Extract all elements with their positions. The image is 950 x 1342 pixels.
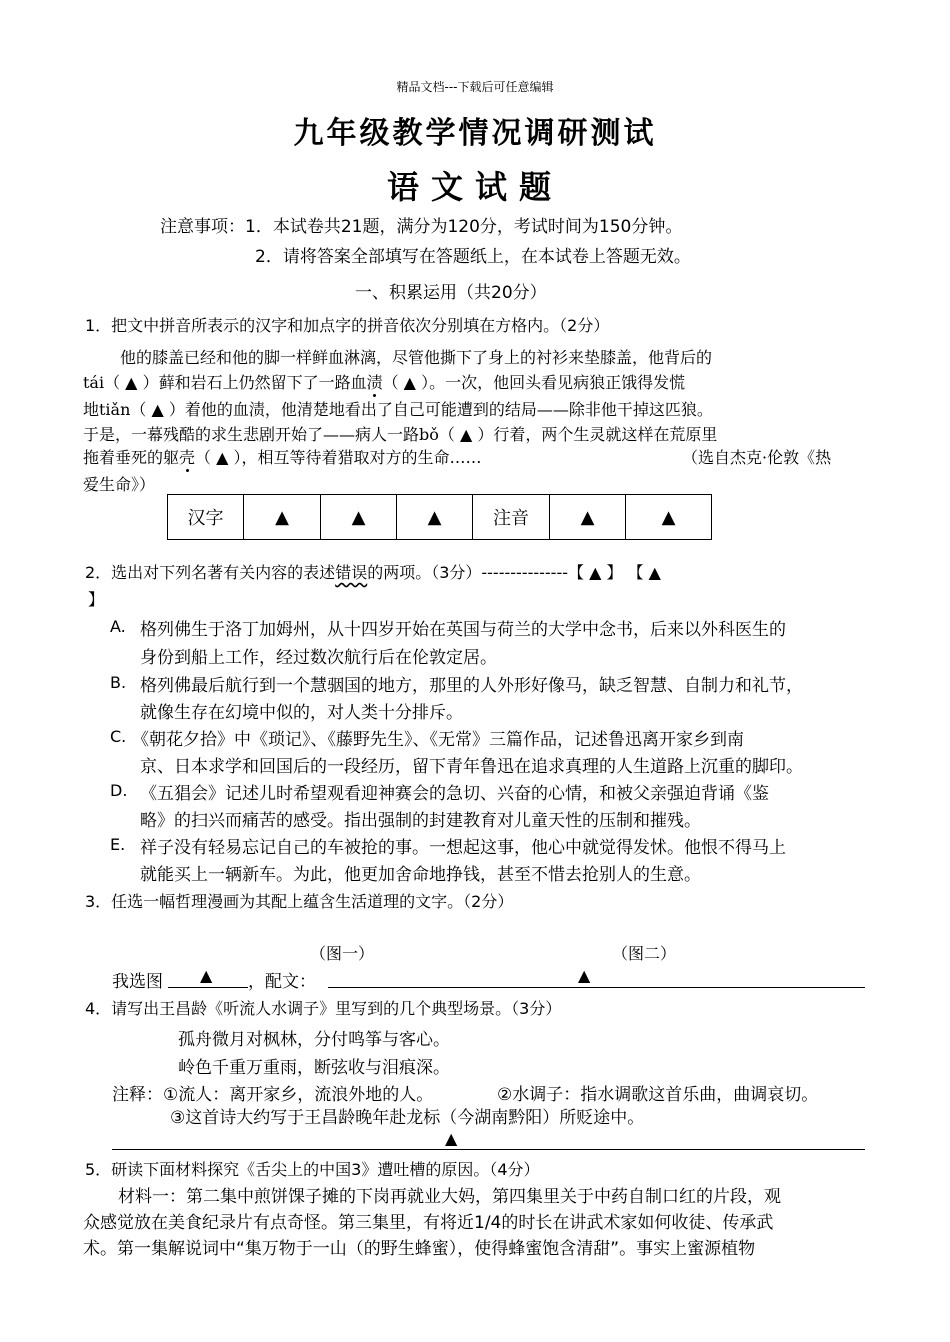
table-row (168, 495, 712, 540)
q2-stem (85, 560, 661, 583)
option-a-line-1: 格列佛生于洛丁加姆州，从十四岁开始在英国与荷兰的大学中念书，后来以外科医生的 (140, 620, 786, 640)
q5-material-line-2: 众感觉放在美食纪录片有点奇怪。第三集里，有将近1/4的时长在讲武术家如何收徒、传承武 (83, 1213, 774, 1233)
q1-stem: 1．把文中拼音所表示的汉字和加点字的拼音依次分别填在方格内。（2分） (85, 316, 610, 335)
poem-note-3: ③这首诗大约写于王昌龄晚年赴龙标（今湖南黔阳）所贬途中。 (170, 1108, 645, 1128)
caption-blank[interactable]: ▲ (578, 966, 591, 985)
dotted-char: 壳 (179, 448, 196, 467)
notes-line-1: 注意事项：1．本试卷共21题，满分为120分，考试时间为150分钟。 (160, 217, 683, 237)
poem-line-1: 孤舟微月对枫林，分付鸣筝与客心。 (178, 1030, 450, 1050)
option-label: C. (110, 727, 127, 746)
option-label: E. (110, 835, 126, 854)
q3-stem: 3．任选一幅哲理漫画为其配上蕴含生活道理的文字。（2分） (85, 892, 514, 911)
caption-label: ，配文： (248, 972, 316, 992)
table-cell: 注音 (473, 495, 550, 540)
q1-passage-text: （ ▲ ），相互等待着猎取对方的生命…… (195, 448, 482, 467)
q1-source: （选自杰克·伦敦《热 (682, 448, 832, 467)
q1-passage-line-1: 他的膝盖已经和他的脚一样鲜血淋漓，尽管他撕下了身上的衬衫来垫膝盖，他背后的 (120, 348, 713, 367)
answer-blank[interactable]: ▲ (397, 495, 473, 540)
option-e-line-1: 祥子没有轻易忘记自己的车被抢的事。一想起这事，他心中就觉得发怵。他恨不得马上 (140, 838, 786, 858)
dotted-char: 渍 (366, 373, 383, 392)
q2-stem-text: 2．选出对下列名著有关内容的表述 (85, 563, 336, 582)
option-d-line-1: 《五猖会》记述儿时希望观看迎神赛会的急切、兴奋的心情，和被父亲强迫背诵《鉴 (140, 784, 769, 804)
q4-answer-blank[interactable]: ▲ (445, 1129, 458, 1148)
notes-line-2: 2．请将答案全部填写在答题纸上，在本试卷上答题无效。 (255, 247, 691, 267)
q4-stem: 4．请写出王昌龄《听流人水调子》里写到的几个典型场景。（3分） (85, 999, 562, 1018)
answer-blank[interactable]: ▲ (321, 495, 397, 540)
caption-blank-line (328, 987, 865, 988)
q1-passage-line-3: 地tiǎn（ ▲ ）着他的血渍，他清楚地看出了自己可能遭到的结局——除非他干掉这匹狼。 (83, 400, 713, 419)
option-label: B. (110, 673, 127, 692)
answer-blank[interactable]: ▲ (550, 495, 626, 540)
option-d-line-2: 略》的扫兴而痛苦的感受。指出强制的封建教育对儿童天性的压制和摧残。 (140, 811, 701, 831)
choice-blank[interactable]: ▲ (200, 966, 213, 985)
answer-blank[interactable]: ▲ (244, 495, 321, 540)
poem-note-2: ②水调子：指水调歌这首乐曲，曲调哀切。 (497, 1085, 819, 1105)
q2-stem-text: 的两项。（3分）---------------【 ▲ 】 【 ▲ (367, 563, 661, 582)
q4-answer-line (112, 1149, 865, 1150)
emphasis-text: 错误 (335, 563, 368, 582)
option-b-line-2: 就像生存在幻境中似的，对人类十分排斥。 (140, 703, 463, 723)
choice-blank-line (168, 987, 248, 988)
figure-1-caption: （图一） (310, 944, 375, 963)
figure-2-caption: （图二） (612, 944, 677, 963)
q2-stem-end: 】 (88, 590, 105, 609)
q5-material-line-1: 材料一：第二集中煎饼馃子摊的下岗再就业大妈，第四集里关于中药自制口红的片段，观 (118, 1187, 781, 1207)
page-header: 精品文档---下载后可任意编辑 (396, 80, 554, 94)
option-label: D. (110, 781, 128, 800)
option-b-line-1: 格列佛最后航行到一个慧骃国的地方，那里的人外形好像马，缺乏智慧、自制力和礼节， (140, 676, 803, 696)
q5-stem: 5．研读下面材料探究《舌尖上的中国3》遭吐槽的原因。（4分） (85, 1160, 540, 1179)
poem-line-2: 岭色千重万重雨，断弦收与泪痕深。 (178, 1058, 450, 1078)
q1-passage-text: 拖着垂死的躯 (83, 448, 180, 467)
option-c-line-2: 京、日本求学和回国后的一段经历，留下青年鲁迅在追求真理的人生道路上沉重的脚印。 (140, 757, 803, 777)
option-a-line-2: 身份到船上工作，经过数次航行后在伦敦定居。 (140, 648, 497, 668)
answer-table (167, 494, 712, 540)
option-c-line-1: 《朝花夕拾》中《琐记》、《藤野先生》、《无常》三篇作品，记述鲁迅离开家乡到南 (132, 730, 744, 750)
q1-passage-line-5 (83, 445, 482, 468)
q5-material-line-3: 术。第一集解说词中“集万物于一山（的野生蜂蜜），使得蜂蜜饱含清甜”。事实上蜜源植物 (83, 1239, 756, 1259)
q1-passage-line-6: 爱生命》） (83, 475, 156, 494)
section-heading-1: 一、积累运用（共20分） (355, 283, 547, 303)
exam-subtitle: 语文试题 (386, 168, 563, 206)
choose-label: 我选图 (112, 972, 163, 992)
table-cell: 汉字 (168, 495, 244, 540)
option-e-line-2: 就能买上一辆新车。为此，他更加舍命地挣钱，甚至不惜去抢别人的生意。 (140, 865, 701, 885)
q1-passage-line-2 (83, 370, 685, 393)
q1-passage-text: tái（ ▲ ）藓和岩石上仍然留下了一路血 (83, 373, 367, 392)
answer-blank[interactable]: ▲ (626, 495, 712, 540)
option-label: A. (110, 617, 126, 636)
poem-note-1: 注释：①流人：离开家乡，流浪外地的人。 (112, 1085, 434, 1105)
exam-title: 九年级教学情况调研测试 (293, 116, 657, 151)
q1-passage-line-4: 于是，一幕残酷的求生悲剧开始了——病人一路bǒ（ ▲ ）行着，两个生灵就这样在荒原里 (83, 425, 718, 444)
q1-passage-text: （ ▲ ）。一次，他回头看见病狼正饿得发慌 (382, 373, 686, 392)
